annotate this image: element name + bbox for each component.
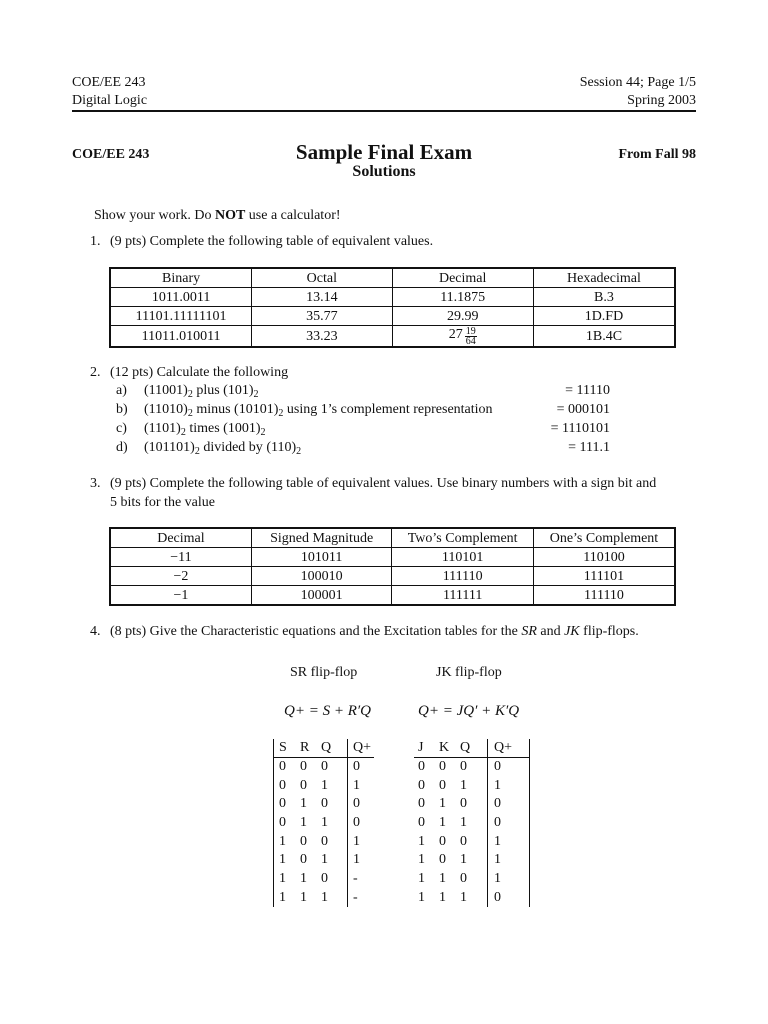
- jk-table-cell: 0: [439, 759, 446, 775]
- sr-table-cell: 0: [353, 796, 360, 812]
- table-row: [110, 307, 675, 326]
- sr-table-cell: 0: [279, 796, 286, 812]
- calc-answer: = 11110: [565, 383, 610, 398]
- fraction-numerator: 19: [465, 326, 476, 337]
- sr-table-cell: 0: [353, 815, 360, 831]
- header-octal: Octal: [252, 268, 392, 288]
- sr-table-cell: 0: [300, 852, 307, 868]
- jk-table-row: [418, 870, 518, 889]
- table-row: [110, 586, 675, 606]
- base-subscript: 2: [187, 408, 193, 419]
- sr-table-cell: 1: [300, 815, 307, 831]
- operand-b: (10101): [234, 402, 279, 417]
- jk-table-cell: 1: [460, 889, 467, 905]
- base-subscript: 2: [253, 389, 259, 400]
- calc-label: c): [116, 421, 127, 436]
- base-subscript: 2: [260, 427, 266, 438]
- course-code: COE/EE 243: [72, 75, 146, 90]
- sr-table-cell: 0: [279, 815, 286, 831]
- jk-table-cell: 1: [460, 852, 467, 868]
- jk-table-row: [418, 814, 518, 833]
- instructions-after: use a calculator!: [245, 208, 341, 223]
- table-cell: 13.14: [252, 288, 392, 307]
- jk-table-right-rule: [529, 739, 530, 907]
- sr-table-row: [279, 889, 377, 908]
- q1-text: (9 pts) Complete the following table of equivalent values.: [110, 234, 434, 249]
- jk-header-cell: Q+: [494, 740, 513, 756]
- jk-table-cell: 1: [439, 889, 446, 905]
- table-cell: 1011.0011: [110, 288, 252, 307]
- q4-number: 4.: [90, 624, 101, 639]
- calc-expression: [144, 381, 258, 400]
- operand-b: (101): [223, 383, 254, 398]
- q3-number: 3.: [90, 476, 101, 491]
- calc-label: d): [116, 440, 128, 455]
- table-row: [110, 567, 675, 586]
- sr-table-cell: 1: [321, 889, 328, 905]
- jk-table-row: [418, 832, 518, 851]
- table-cell: 111111: [392, 586, 534, 606]
- sr-table-cell: 0: [353, 759, 360, 775]
- jk-table-row: [418, 758, 518, 777]
- calc-item: [116, 438, 610, 457]
- calc-item: [116, 400, 610, 419]
- header-decimal: Decimal: [110, 528, 251, 548]
- sr-table-cell: 1: [353, 852, 360, 868]
- instructions-emphasis: NOT: [214, 208, 246, 223]
- operand-a: (11001): [144, 383, 188, 398]
- sr-table-row: [279, 851, 377, 870]
- jk-table-cell: 0: [460, 833, 467, 849]
- calc-item: [116, 381, 610, 400]
- table-cell: 101011: [251, 548, 391, 567]
- table-cell: −11: [110, 548, 251, 567]
- jk-table-cell: 1: [494, 833, 501, 849]
- operator: divided by: [199, 440, 267, 455]
- table-row: [110, 326, 675, 348]
- table-cell: 11101.11111101: [110, 307, 252, 326]
- sr-table-row: [279, 814, 377, 833]
- jk-table-cell: 0: [418, 759, 425, 775]
- sr-table-cell: -: [353, 871, 358, 887]
- sr-table-cell: 1: [279, 852, 286, 868]
- sr-table-row: [279, 870, 377, 889]
- calc-expression: [144, 438, 301, 457]
- sr-header-cell: R: [300, 740, 310, 756]
- table-cell: 29.99: [392, 307, 533, 326]
- jk-table-cell: 1: [418, 889, 425, 905]
- operator: plus: [192, 383, 224, 398]
- header-right: [580, 74, 696, 110]
- sr-header-row: [279, 739, 377, 758]
- jk-table-cell: 1: [439, 815, 446, 831]
- q3-table: [109, 527, 676, 606]
- instructions: [94, 207, 341, 225]
- sr-table-cell: 1: [353, 833, 360, 849]
- sr-table-cell: 1: [300, 796, 307, 812]
- sr-table-cell: 1: [353, 777, 360, 793]
- page-title: Sample Final Exam: [295, 140, 473, 164]
- jk-table-cell: 0: [494, 759, 501, 775]
- expression-tail: using 1’s complement representation: [283, 402, 493, 417]
- q4-text-after: flip-flops.: [579, 624, 639, 639]
- sr-table-cell: 0: [321, 833, 328, 849]
- sr-table-cell: 1: [300, 871, 307, 887]
- calc-answer: = 1110101: [550, 421, 610, 436]
- table-cell: 1B.4C: [533, 326, 675, 348]
- table-row: [110, 548, 675, 567]
- table-cell: 1D.FD: [533, 307, 675, 326]
- sr-table-cell: 1: [321, 852, 328, 868]
- base-subscript: 2: [296, 446, 302, 457]
- sr-table-cell: 0: [300, 777, 307, 793]
- base-subscript: 2: [180, 427, 186, 438]
- jk-table-cell: 1: [460, 777, 467, 793]
- jk-table-cell: 0: [460, 796, 467, 812]
- table-cell-mixed-number: [392, 326, 533, 348]
- table-cell: 100001: [251, 586, 391, 606]
- title-left: COE/EE 243: [72, 147, 150, 162]
- q4-text-before: (8 pts) Give the Characteristic equations and the Excitation tables for the: [110, 624, 522, 639]
- page-subtitle: Solutions: [352, 163, 416, 180]
- sr-header-cell: Q+: [353, 740, 372, 756]
- calc-expression: [144, 419, 265, 438]
- sr-table-cell: 0: [321, 759, 328, 775]
- instructions-before: Show your work. Do: [94, 208, 215, 223]
- sr-table-cell: 0: [321, 796, 328, 812]
- header-signed-magnitude: Signed Magnitude: [251, 528, 391, 548]
- calc-expression: [144, 400, 493, 419]
- table-cell: 35.77: [252, 307, 392, 326]
- table-cell: 11011.010011: [110, 326, 252, 348]
- base-subscript: 2: [194, 446, 200, 457]
- jk-table-row: [418, 776, 518, 795]
- table-cell: B.3: [533, 288, 675, 307]
- calc-answer: = 000101: [556, 402, 610, 417]
- jk-table-cell: 1: [494, 777, 501, 793]
- operator: times: [185, 421, 224, 436]
- jk-table-cell: 1: [494, 871, 501, 887]
- calc-label: b): [116, 402, 128, 417]
- sr-equation: Q+ = S + R′Q: [284, 703, 371, 719]
- table-cell: 33.23: [252, 326, 392, 348]
- sr-table-cell: 1: [279, 833, 286, 849]
- sr-table-cell: -: [353, 889, 358, 905]
- base-subscript: 2: [187, 389, 193, 400]
- sr-table-cell: 1: [279, 871, 286, 887]
- whole-part: 27: [448, 327, 463, 342]
- fraction: [465, 327, 477, 346]
- jk-table-cell: 0: [494, 889, 501, 905]
- table-cell: 11.1875: [392, 288, 533, 307]
- operand-a: (101101): [144, 440, 195, 455]
- operand-a: (11010): [144, 402, 188, 417]
- q2-number: 2.: [90, 365, 101, 380]
- jk-table-cell: 0: [460, 759, 467, 775]
- jk-excitation-table: [418, 739, 518, 907]
- course-subject: Digital Logic: [72, 93, 148, 108]
- jk-table-cell: 0: [418, 796, 425, 812]
- sr-table-cell: 1: [321, 777, 328, 793]
- jk-table-cell: 1: [439, 796, 446, 812]
- q2-text: (12 pts) Calculate the following: [110, 365, 289, 380]
- sr-table-row: [279, 832, 377, 851]
- calc-label: a): [116, 383, 127, 398]
- jk-header-cell: J: [418, 740, 424, 756]
- header-rule: [72, 110, 696, 112]
- table-header-row: [110, 268, 675, 288]
- q4-text: [110, 623, 639, 641]
- table-cell: −2: [110, 567, 251, 586]
- jk-table-cell: 0: [460, 871, 467, 887]
- jk-flipflop-title: JK flip-flop: [436, 665, 502, 680]
- header-left: [72, 74, 147, 110]
- base-subscript: 2: [278, 408, 284, 419]
- sr-header-cell: S: [279, 740, 287, 756]
- q3-text-line1: (9 pts) Complete the following table of equivalent values. Use binary numbers with a sign bit and: [110, 476, 657, 491]
- operand-b: (110): [266, 440, 297, 455]
- jk-table-cell: 0: [494, 815, 501, 831]
- calc-item: [116, 419, 610, 438]
- operand-b: (1001): [223, 421, 261, 436]
- q4-and: and: [536, 624, 565, 639]
- sr-table-cell: 1: [300, 889, 307, 905]
- jk-table-cell: 0: [494, 796, 501, 812]
- operand-a: (1101): [144, 421, 181, 436]
- jk-header-cell: Q: [460, 740, 471, 756]
- q1-table: [109, 267, 676, 348]
- sr-excitation-table: [279, 739, 377, 907]
- term-info: Spring 2003: [627, 93, 696, 108]
- table-cell: 111110: [533, 586, 675, 606]
- q4-jk-term: JK: [564, 624, 580, 639]
- table-cell: −1: [110, 586, 251, 606]
- jk-table-cell: 0: [418, 815, 425, 831]
- sr-table-cell: 0: [300, 759, 307, 775]
- header-ones-complement: One’s Complement: [533, 528, 675, 548]
- sr-header-cell: Q: [321, 740, 332, 756]
- header-decimal: Decimal: [392, 268, 533, 288]
- table-header-row: [110, 528, 675, 548]
- table-cell: 100010: [251, 567, 391, 586]
- session-info: Session 44; Page 1/5: [579, 75, 696, 90]
- fraction-denominator: 64: [465, 336, 476, 347]
- table-cell: 111101: [533, 567, 675, 586]
- table-row: [110, 288, 675, 307]
- jk-table-cell: 0: [439, 777, 446, 793]
- operator: minus: [192, 402, 235, 417]
- table-cell: 110100: [533, 548, 675, 567]
- jk-table-row: [418, 851, 518, 870]
- jk-table-row: [418, 795, 518, 814]
- q1-number: 1.: [90, 234, 101, 249]
- sr-table-cell: 0: [279, 777, 286, 793]
- table-cell: 110101: [392, 548, 534, 567]
- jk-header-row: [418, 739, 518, 758]
- sr-table-cell: 0: [300, 833, 307, 849]
- jk-header-cell: K: [439, 740, 450, 756]
- table-cell: 111110: [392, 567, 534, 586]
- jk-table-cell: 0: [418, 777, 425, 793]
- sr-table-row: [279, 795, 377, 814]
- jk-table-row: [418, 889, 518, 908]
- sr-table-cell: 1: [279, 889, 286, 905]
- sr-table-row: [279, 758, 377, 777]
- title-right: From Fall 98: [618, 147, 696, 162]
- header-twos-complement: Two’s Complement: [392, 528, 534, 548]
- jk-table-cell: 1: [460, 815, 467, 831]
- header-binary: Binary: [110, 268, 252, 288]
- jk-equation: Q+ = JQ′ + K′Q: [418, 703, 520, 719]
- sr-table-cell: 0: [321, 871, 328, 887]
- header-hexadecimal: Hexadecimal: [533, 268, 675, 288]
- sr-flipflop-title: SR flip-flop: [290, 665, 358, 680]
- q3-text-line2: 5 bits for the value: [110, 495, 215, 510]
- sr-table-left-rule: [273, 739, 274, 907]
- sr-table-row: [279, 776, 377, 795]
- jk-table-cell: 1: [494, 852, 501, 868]
- jk-table-cell: 0: [439, 833, 446, 849]
- sr-table-cell: 1: [321, 815, 328, 831]
- jk-table-cell: 1: [439, 871, 446, 887]
- q4-sr-term: SR: [521, 624, 537, 639]
- jk-table-cell: 1: [418, 833, 425, 849]
- jk-table-cell: 1: [418, 871, 425, 887]
- jk-table-cell: 0: [439, 852, 446, 868]
- jk-table-cell: 1: [418, 852, 425, 868]
- sr-table-cell: 0: [279, 759, 286, 775]
- calc-answer: = 111.1: [568, 440, 610, 455]
